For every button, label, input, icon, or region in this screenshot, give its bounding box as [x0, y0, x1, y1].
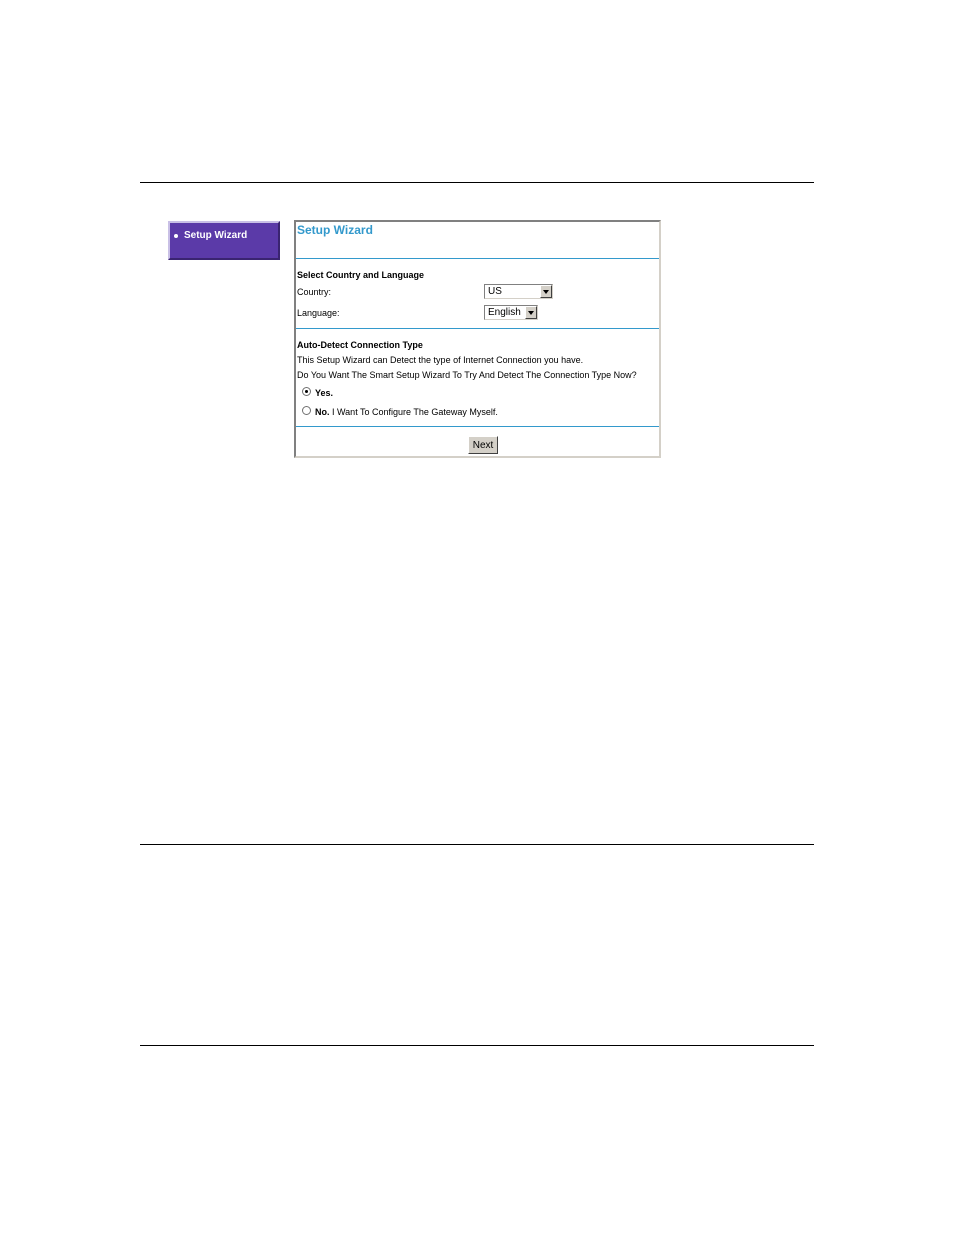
page-title: Setup Wizard: [297, 223, 373, 237]
chevron-down-icon[interactable]: [525, 306, 537, 319]
detect-section-heading: Auto-Detect Connection Type: [297, 340, 423, 350]
divider: [296, 426, 659, 427]
divider: [296, 328, 659, 329]
language-select-value: English: [488, 307, 521, 318]
sidebar-item-setup-wizard[interactable]: [174, 230, 247, 241]
radio-no[interactable]: [302, 406, 311, 415]
bullet-icon: [174, 234, 178, 238]
language-select[interactable]: [484, 305, 538, 320]
radio-no-label-text: I Want To Configure The Gateway Myself.: [332, 407, 498, 417]
sidebar-menu: [168, 221, 280, 260]
header-rule: [140, 182, 814, 183]
detect-description-line2: Do You Want The Smart Setup Wizard To Try And Detect The Connection Type Now?: [297, 370, 637, 380]
body-rule: [140, 844, 814, 845]
footer-rule: [140, 1045, 814, 1046]
sidebar-item-label: Setup Wizard: [184, 230, 248, 241]
radio-yes[interactable]: [302, 387, 311, 396]
country-section-heading: Select Country and Language: [297, 270, 425, 280]
detect-description-line1: This Setup Wizard can Detect the type of Internet Connection you have.: [297, 355, 584, 365]
radio-yes-label: Yes.: [315, 388, 334, 398]
country-label: Country:: [297, 287, 332, 297]
setup-wizard-panel: [294, 220, 661, 458]
radio-no-label-bold: No.: [315, 407, 330, 417]
language-label: Language:: [297, 308, 340, 318]
country-select-value: US: [488, 286, 502, 297]
chevron-down-icon[interactable]: [540, 285, 552, 298]
next-button[interactable]: Next: [468, 436, 498, 454]
radio-no-label: [315, 407, 498, 417]
divider: [296, 258, 659, 259]
country-select[interactable]: [484, 284, 553, 299]
